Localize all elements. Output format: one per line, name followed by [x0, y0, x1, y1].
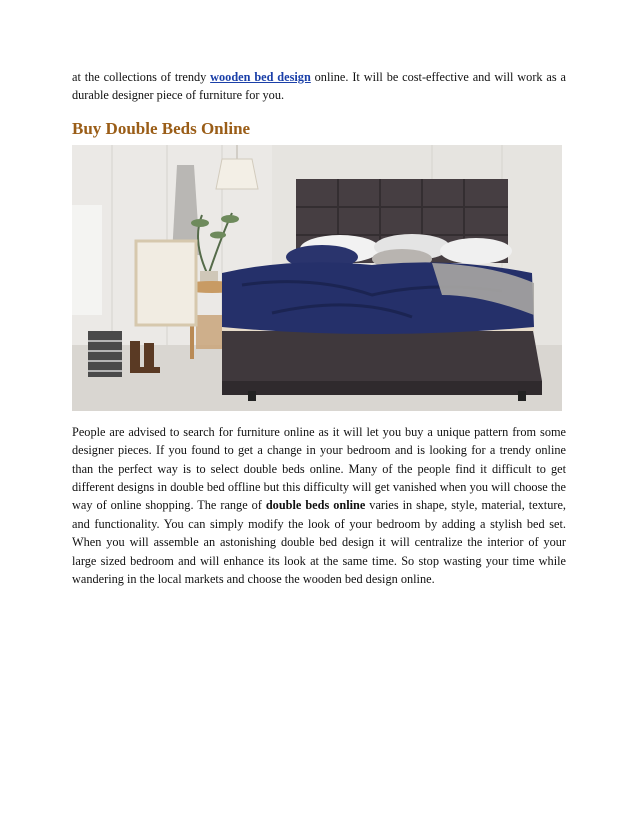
- window: [72, 205, 102, 315]
- intro-text-after: online. It will be cost-effective and will work as a durable designer piece of furniture for you.: [72, 70, 566, 103]
- body-paragraph: [72, 423, 566, 589]
- document-page: [72, 68, 566, 588]
- intro-text-before: at the collections of trendy: [72, 70, 211, 84]
- bedroom-photo-illustration: [72, 145, 562, 411]
- body-text-part1: People are advised to search for furniture online as it will let you buy a unique pattern from some designer pieces. If you found to get a change in your bedroom and is looking for a trendy online than the perfect way is to select double beds online. Many of the people find it difficult to get different designs in double bed offline but this difficulty will get vanished when you will choose the way of online shopping. The range of: [72, 424, 566, 513]
- bedroom-photo: [72, 145, 562, 411]
- pendant-lamp: [216, 159, 258, 189]
- basket: [88, 331, 122, 377]
- bed-base: [222, 325, 542, 401]
- leaning-frame: [136, 241, 196, 325]
- intro-paragraph: [72, 68, 566, 105]
- section-heading: Buy Double Beds Online: [72, 118, 251, 138]
- duvet: [222, 262, 534, 334]
- wooden-bed-design-link[interactable]: wooden bed design: [210, 70, 311, 84]
- double-beds-online-bold: double beds online: [265, 498, 366, 513]
- body-text-part2: varies in shape, style, material, texture, and functionality. You can simply modify the look of your bedroom by adding a stylish bed set. When you will assemble an astonishing double bed design it will centralize the interior of your large sized bedroom and will enhance its look at the same time. So stop wasting your time while wandering in the local markets and choose the wooden bed design online.: [72, 498, 566, 587]
